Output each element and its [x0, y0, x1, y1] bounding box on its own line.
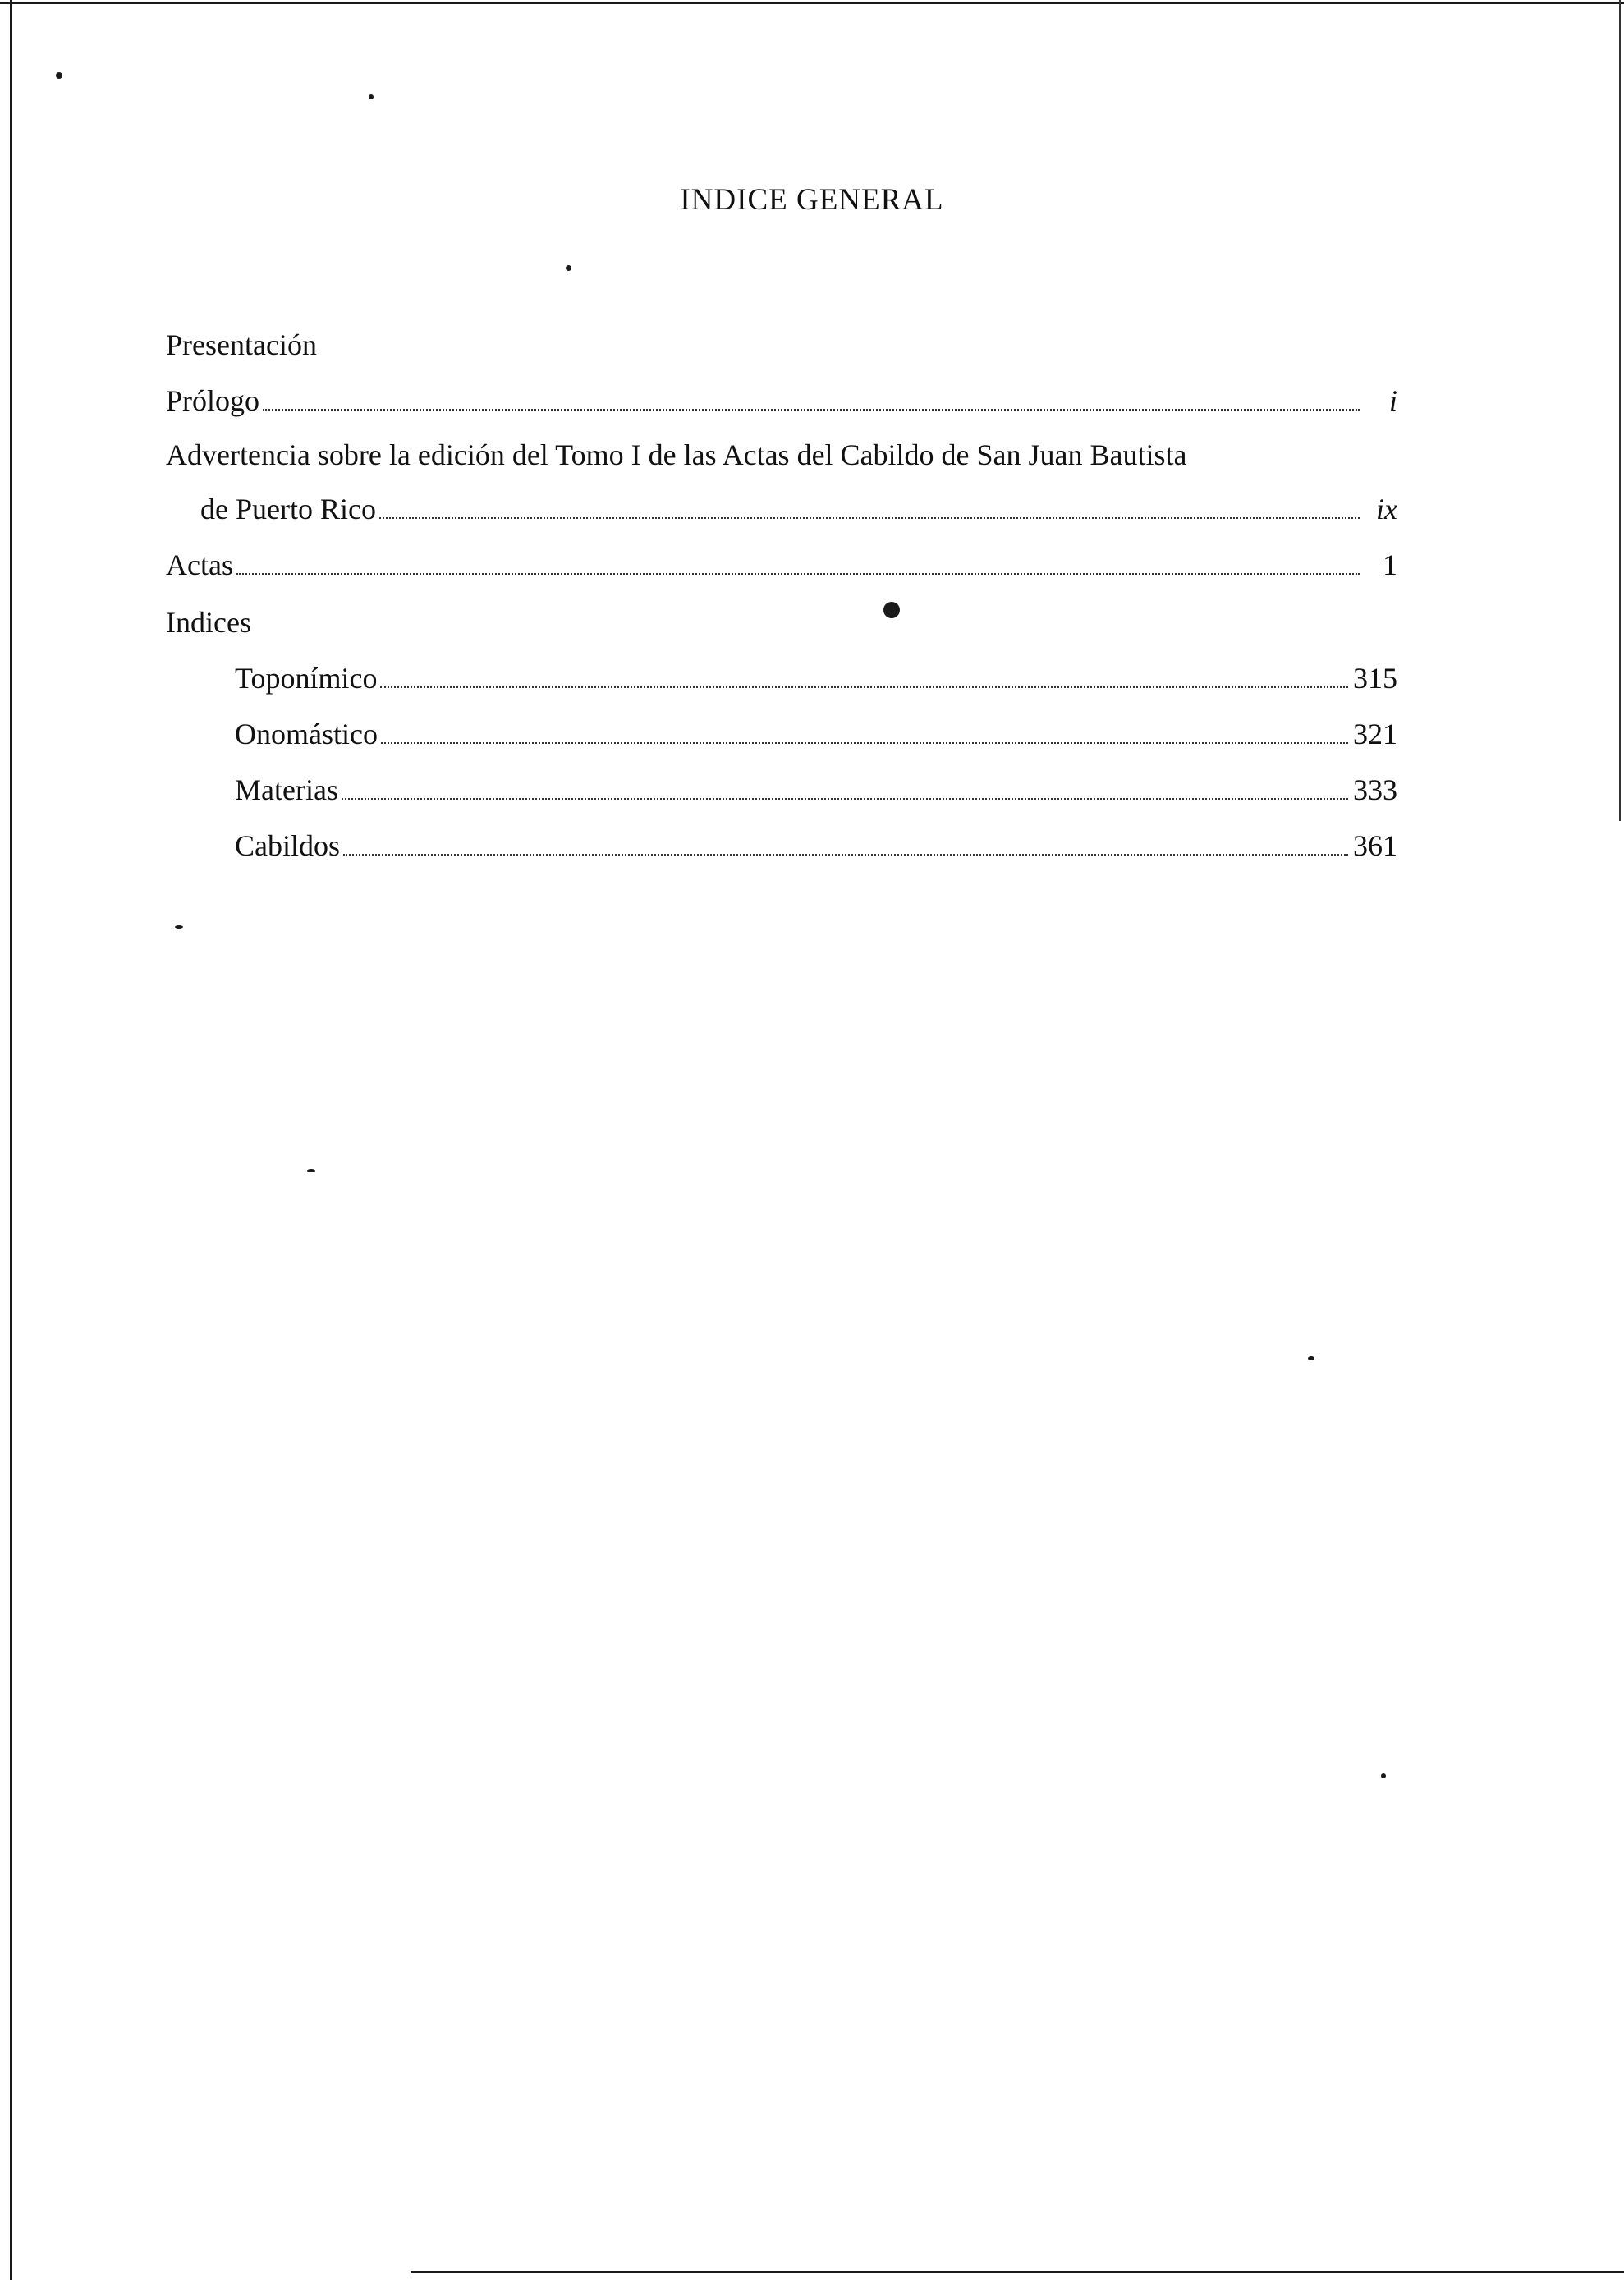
toc-entry-page: 333	[1353, 773, 1397, 806]
dot-leader	[380, 665, 1348, 688]
toc-entry-label: Cabildos	[235, 829, 341, 862]
toc-subentry-onomastico	[166, 713, 1397, 755]
scan-speck	[307, 1169, 315, 1172]
dot-leader	[381, 721, 1348, 744]
dot-leader	[236, 552, 1360, 575]
page-edge-right	[1619, 0, 1622, 821]
toc-subentry-toponimico	[166, 658, 1397, 699]
page-edge-top	[0, 2, 1624, 7]
toc-entry-advertencia-continued	[166, 489, 1397, 530]
scan-speck	[1308, 1356, 1314, 1360]
toc-entry-label: Toponímico	[235, 662, 378, 695]
toc-entry-presentacion	[166, 324, 1397, 365]
dot-leader	[342, 777, 1348, 800]
toc-entry-page: 321	[1353, 718, 1397, 750]
scan-speck	[369, 94, 374, 99]
toc-entry-label: Presentación	[166, 328, 317, 361]
toc-entry-label: de Puerto Rico	[200, 493, 376, 525]
toc-entry-label: Materias	[235, 773, 338, 806]
toc-entry-page: 315	[1353, 662, 1397, 695]
toc-entry-label: Prólogo	[166, 384, 260, 417]
page-edge-bottom	[411, 2271, 1624, 2275]
scan-speck	[56, 72, 62, 79]
toc-entry-prologo	[166, 380, 1397, 421]
scan-speck	[566, 265, 571, 271]
toc-entry-advertencia	[166, 434, 1397, 475]
page-title: INDICE GENERAL	[680, 183, 944, 217]
toc-entry-indices	[166, 602, 1397, 643]
toc-subentry-cabildos	[166, 825, 1397, 866]
dot-leader	[379, 496, 1360, 519]
dot-leader	[343, 833, 1348, 856]
toc-entry-label: Indices	[166, 606, 251, 639]
dot-leader	[263, 388, 1360, 411]
page-edge-left	[10, 0, 16, 2280]
toc-entry-actas	[166, 544, 1397, 585]
toc-entry-page: i	[1388, 384, 1397, 417]
toc-entry-label: Advertencia sobre la edición del Tomo I de las Actas del Cabildo de San Juan Bautista	[166, 438, 1187, 471]
toc-entry-label: Actas	[166, 548, 233, 581]
toc-subentry-materias	[166, 769, 1397, 810]
scan-speck	[1381, 1773, 1386, 1778]
toc-entry-label: Onomástico	[235, 718, 378, 750]
toc-entry-page: 1	[1383, 548, 1397, 581]
toc-entry-page: 361	[1353, 829, 1397, 862]
scan-speck	[175, 925, 183, 929]
toc-entry-page: ix	[1376, 493, 1397, 525]
